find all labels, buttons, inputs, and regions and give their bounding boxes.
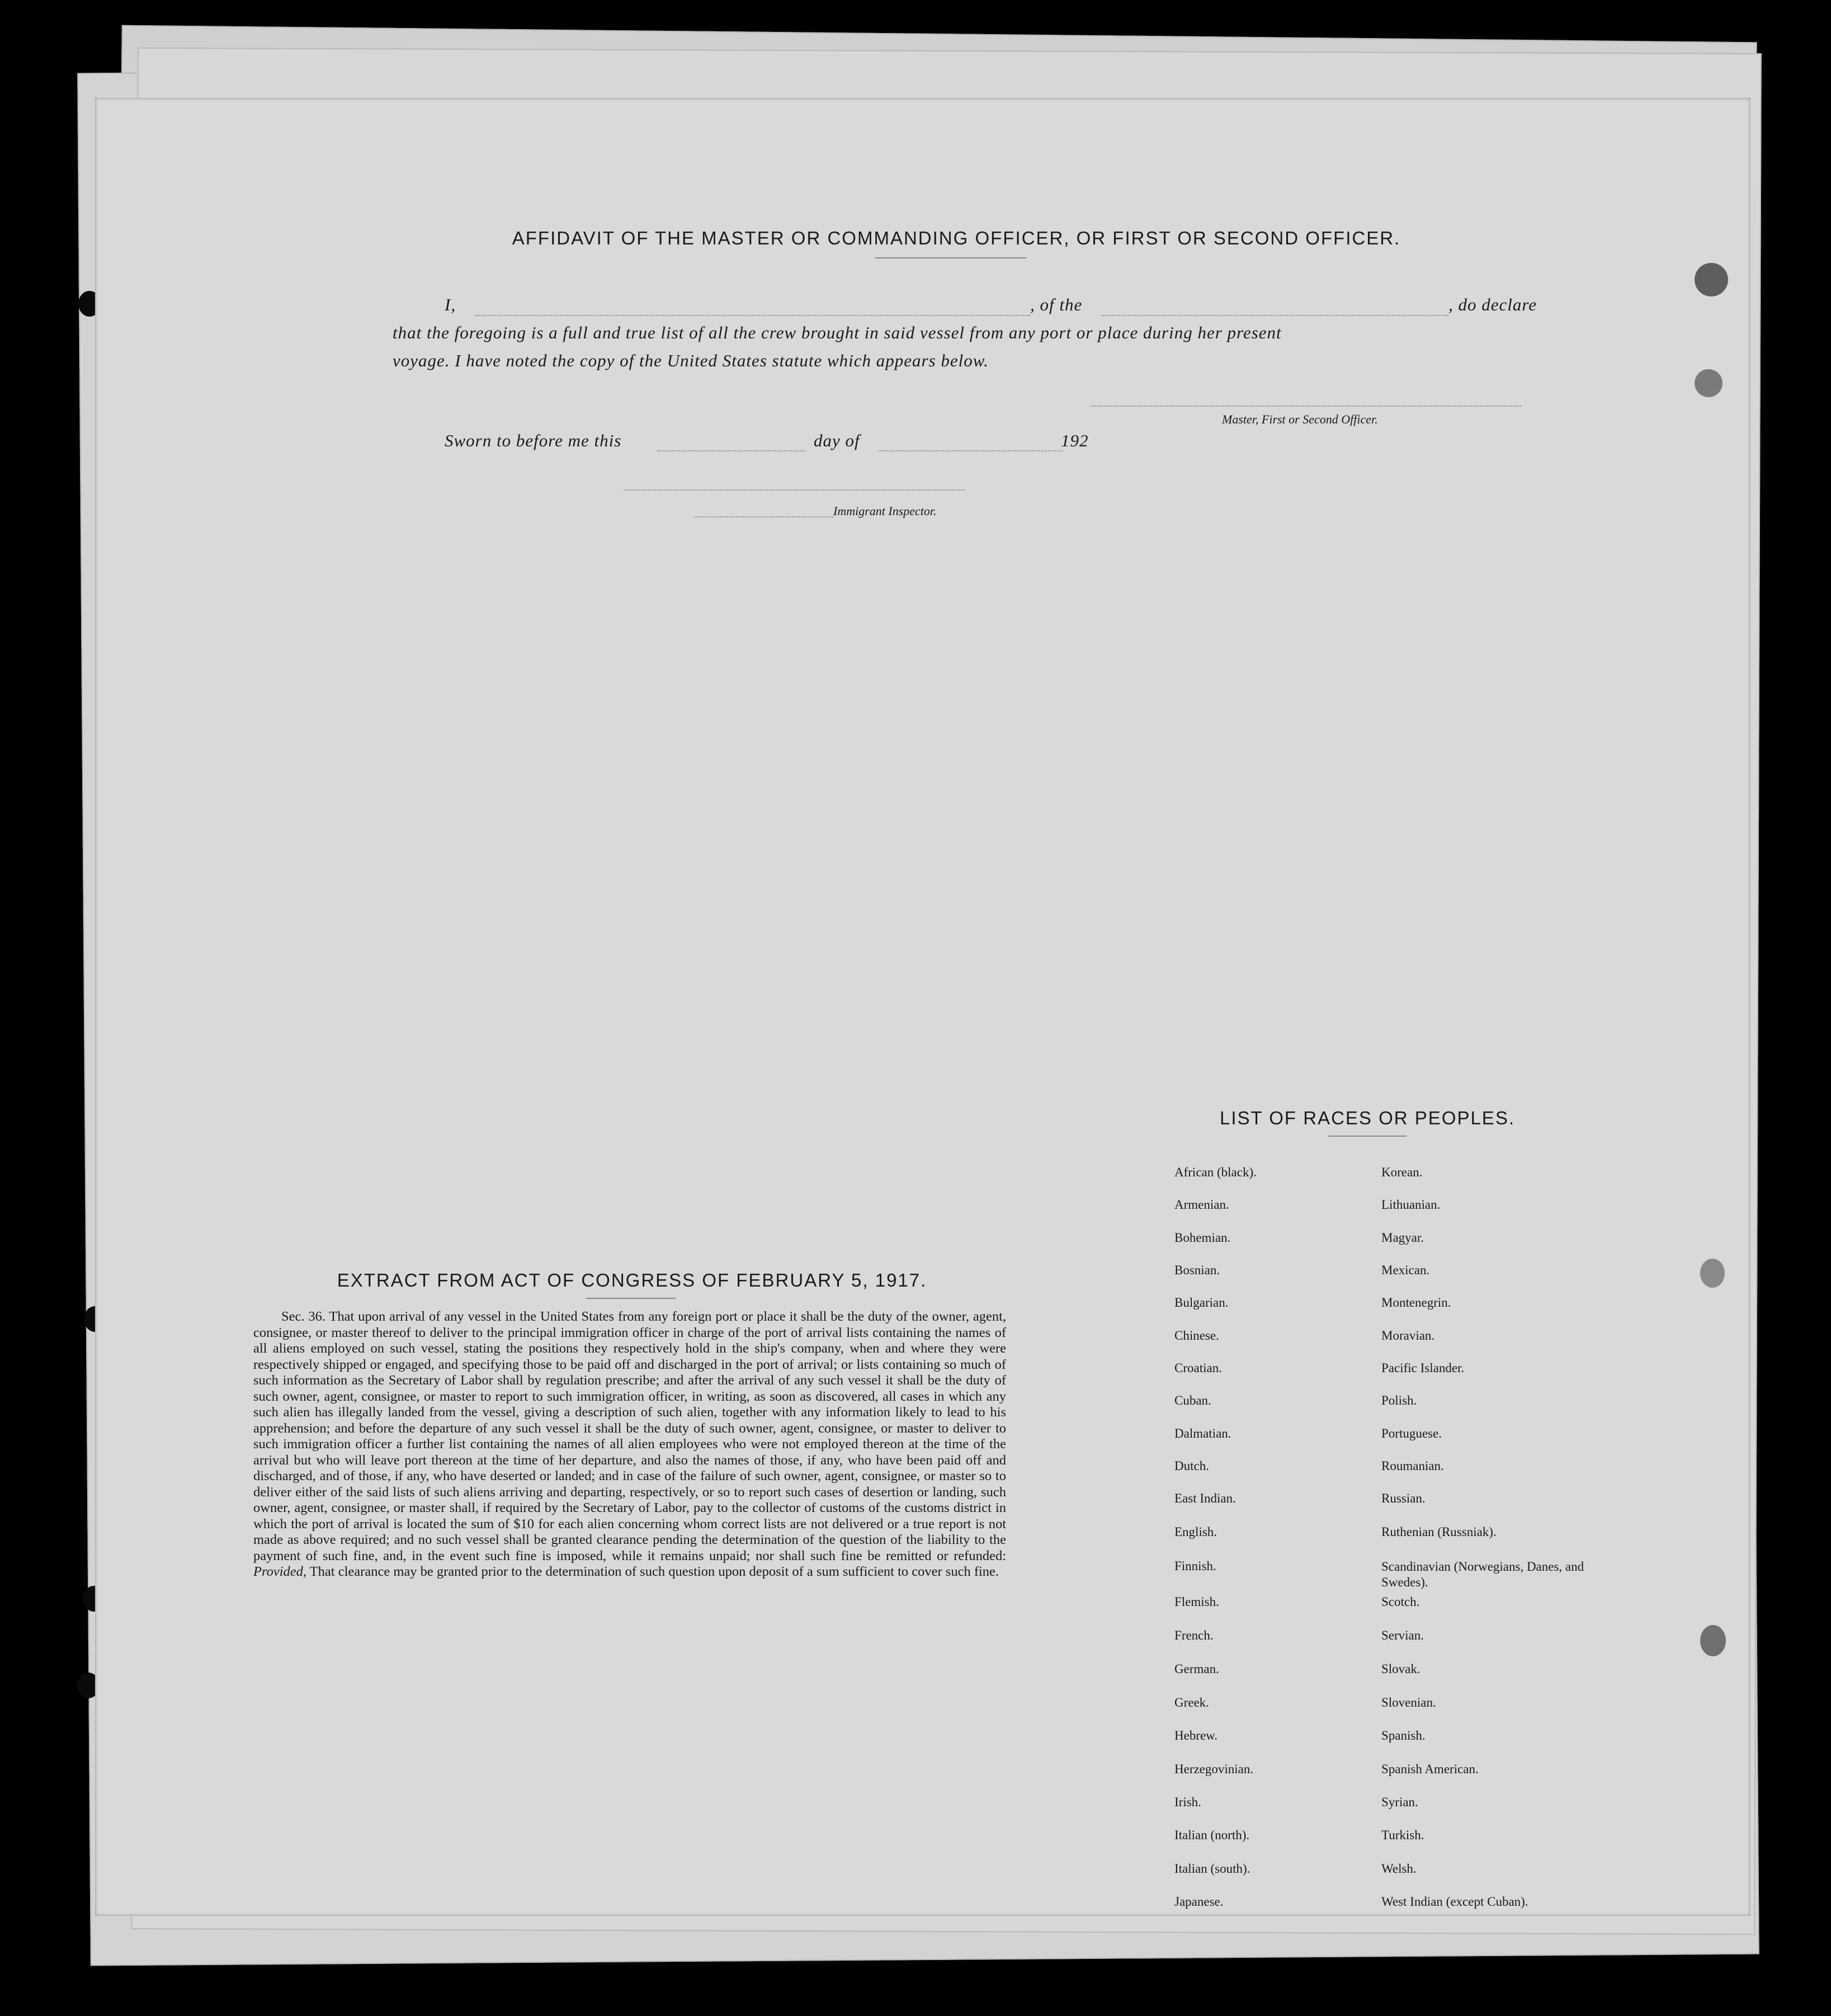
- race-item: Moravian.: [1381, 1329, 1435, 1343]
- provided-word: Provided,: [253, 1564, 307, 1579]
- vessel-blank[interactable]: [1102, 315, 1448, 316]
- inspector-caption: Immigrant Inspector.: [833, 504, 937, 518]
- race-item: Pacific Islander.: [1381, 1361, 1465, 1375]
- day-of-text: day of: [814, 431, 860, 450]
- race-item: Lithuanian.: [1381, 1198, 1441, 1212]
- race-item: Scandinavian (Norwegians, Danes, and Swedes).: [1381, 1560, 1584, 1589]
- race-item: Herzegovinian.: [1174, 1762, 1254, 1776]
- race-item: German.: [1174, 1662, 1219, 1676]
- binder-clip-icon: [1695, 263, 1728, 296]
- race-item: Dutch.: [1174, 1459, 1209, 1473]
- race-item: Turkish.: [1381, 1828, 1424, 1842]
- race-item: Flemish.: [1174, 1595, 1219, 1609]
- race-item: Irish.: [1174, 1795, 1201, 1809]
- race-item: Chinese.: [1174, 1329, 1219, 1343]
- race-item: English.: [1174, 1525, 1217, 1539]
- master-caption: Master, First or Second Officer.: [1222, 412, 1378, 426]
- binder-clip-icon: [1700, 1625, 1726, 1656]
- race-item: Ruthenian (Russniak).: [1381, 1525, 1497, 1539]
- sworn-day-blank[interactable]: [657, 450, 805, 451]
- inspector-signature-line[interactable]: [624, 489, 965, 491]
- race-item: Scotch.: [1381, 1595, 1420, 1609]
- race-item: Croatian.: [1174, 1361, 1222, 1375]
- race-item: Italian (south).: [1174, 1862, 1250, 1876]
- race-item: African (black).: [1174, 1165, 1257, 1179]
- race-item: Greek.: [1174, 1695, 1209, 1709]
- race-item: Russian.: [1381, 1491, 1426, 1505]
- races-divider: [1328, 1136, 1407, 1137]
- races-title: LIST OF RACES OR PEOPLES.: [1219, 1108, 1516, 1128]
- race-item: Syrian.: [1381, 1795, 1418, 1809]
- race-item: Hebrew.: [1174, 1728, 1218, 1742]
- sworn-month-blank[interactable]: [878, 450, 1063, 451]
- binder-clip-icon: [1700, 1259, 1725, 1288]
- race-item: Mexican.: [1381, 1263, 1430, 1277]
- race-item: Slovenian.: [1381, 1695, 1436, 1709]
- race-item: Finnish.: [1174, 1559, 1216, 1573]
- affidavit-i: I,: [445, 295, 456, 314]
- year-prefix: 192: [1061, 431, 1089, 450]
- race-item: Italian (north).: [1174, 1828, 1250, 1842]
- race-item: Spanish American.: [1381, 1762, 1479, 1776]
- race-item: Welsh.: [1381, 1862, 1417, 1876]
- sworn-text: Sworn to before me this: [445, 431, 622, 450]
- race-item: Korean.: [1381, 1165, 1423, 1179]
- affidavit-declare: , do declare: [1448, 295, 1537, 314]
- affidavit-title: AFFIDAVIT OF THE MASTER OR COMMANDING OFFICER, OR FIRST OR SECOND OFFICER.: [512, 228, 1401, 248]
- race-item: Magyar.: [1381, 1231, 1424, 1245]
- affidavit-line-3: voyage. I have noted the copy of the United States statute which appears below.: [393, 351, 989, 370]
- race-item: French.: [1174, 1628, 1214, 1642]
- race-item: Dalmatian.: [1174, 1426, 1231, 1440]
- race-item: Cuban.: [1174, 1393, 1211, 1407]
- race-item: Armenian.: [1174, 1198, 1229, 1212]
- form-page: [95, 98, 1750, 1916]
- race-item: Servian.: [1381, 1628, 1424, 1642]
- race-item: West Indian (except Cuban).: [1381, 1895, 1528, 1909]
- race-item: Portuguese.: [1381, 1426, 1442, 1440]
- extract-title: EXTRACT FROM ACT OF CONGRESS OF FEBRUARY 5, 1917.: [337, 1270, 927, 1290]
- race-item: Bulgarian.: [1174, 1296, 1229, 1310]
- affidavit-line-2: that the foregoing is a full and true list of all the crew brought in said vessel from any port or place during her present: [393, 323, 1282, 342]
- race-item: Montenegrin.: [1381, 1296, 1451, 1310]
- extract-text: That upon arrival of any vessel in the United States from any foreign port or place it shall be the duty of the owner, agent, consignee, or master thereof to deliver to the principal immigration officer in charge of the port of arrival lists containing the names of all aliens employed on such vessel, stating the positions they respectively hold in the ship's company, when and where they were respectively shipped or engaged, and specifying those to be paid off and discharged in the port of arrival; or lists containing so much of such information as the Secretary of Labor shall by regulation prescribe; and after the arrival of any such vessel it shall be the duty of such owner, agent, consignee, or master to report to such immigration officer, in writing, as soon as discovered, all cases in which any such alien has illegally landed from the vessel, giving a description of such alien, together with any information likely to lead to his apprehension; and before the departure of any such vessel it shall be the duty of such owner, agent, consignee, or master to deliver to such immigration officer a further list containing the names of all alien employees who were not employed thereon at the time of the arrival but who will leave port thereon at the time of her departure, and also the names of those, if any, who have been paid off and discharged, and of those, if any, who have deserted or landed; and in case of the failure of such owner, agent, consignee, or master so to deliver either of the said lists of such aliens arriving and departing, respectively, or so to report such cases of desertion or landing, such owner, agent, consignee, or master shall, if required by the Secretary of Labor, pay to the collector of customs of the customs district in which the port of arrival is located the sum of $10 for each alien concerning whom correct lists are not delivered or a true report is not made as above required; and no such vessel shall be granted clearance pending the determination of the question of the liability to the payment of such fine, and, in the event such fine is imposed, while it remains unpaid; nor shall such fine be remitted or refunded:: [253, 1309, 1007, 1563]
- extract-body: [253, 1309, 1006, 1580]
- binder-clip-icon: [1695, 369, 1723, 397]
- extract-tail: That clearance may be granted prior to the determination of such question upon deposit of a sum sufficient to cover such fine.: [309, 1564, 999, 1579]
- race-item: Polish.: [1381, 1393, 1417, 1407]
- race-item: Slovak.: [1381, 1662, 1421, 1676]
- inspector-line-2[interactable]: [693, 516, 833, 517]
- race-item: Roumanian.: [1381, 1459, 1444, 1473]
- race-item: Bosnian.: [1174, 1263, 1220, 1277]
- extract-divider: [586, 1298, 676, 1299]
- race-item: Japanese.: [1174, 1895, 1224, 1909]
- affidavit-of-the: , of the: [1030, 295, 1083, 314]
- race-item: Spanish.: [1381, 1728, 1426, 1742]
- race-item: East Indian.: [1174, 1491, 1236, 1505]
- title-divider: [875, 257, 1026, 258]
- section-number: Sec. 36.: [281, 1309, 326, 1324]
- master-signature-line[interactable]: [1091, 406, 1521, 407]
- name-blank[interactable]: [475, 315, 1030, 316]
- race-item: Bohemian.: [1174, 1231, 1231, 1245]
